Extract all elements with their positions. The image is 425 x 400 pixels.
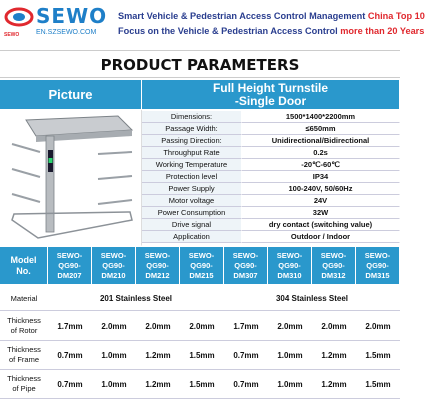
thickness-rotor-value: 2.0mm	[356, 312, 400, 341]
spec-label: Dimensions:	[142, 111, 242, 123]
picture-header: Picture	[0, 80, 142, 110]
model-line: DM212	[145, 270, 170, 280]
spec-value: 100-240V, 50/60Hz	[242, 183, 400, 195]
tagline-2-main: Focus on the Vehicle & Pedestrian Access Control	[118, 26, 341, 36]
model-line: QG90-	[278, 260, 301, 270]
thickness-label-line: Thickness	[7, 345, 41, 354]
model-line: QG90-	[322, 260, 345, 270]
material-304: 304 Stainless Steel	[224, 287, 400, 311]
thickness-pipe-value: 1.0mm	[268, 370, 312, 399]
thickness-pipe-label	[0, 370, 48, 399]
thickness-pipe-value: 0.7mm	[48, 370, 92, 399]
spec-value: 24V	[242, 195, 400, 207]
model-line: SEWO-	[56, 250, 83, 260]
model-line: SEWO-	[320, 250, 347, 260]
thickness-label-line: Thickness	[7, 316, 41, 325]
model-line: QG90-	[58, 260, 81, 270]
thickness-label-line: Thickness	[7, 374, 41, 383]
thickness-rotor-value: 1.7mm	[224, 312, 268, 341]
spec-label: Power Consumption	[142, 207, 242, 219]
thickness-frame-value: 1.0mm	[92, 341, 136, 370]
model-cell	[312, 247, 356, 285]
spec-label: Protection level	[142, 171, 242, 183]
model-line: SEWO-	[188, 250, 215, 260]
model-line: QG90-	[366, 260, 389, 270]
spec-label: Drive signal	[142, 219, 242, 231]
spec-value: dry contact (switching value)	[242, 219, 400, 231]
spec-value: 1500*1400*2200mm	[242, 111, 400, 123]
spec-label: Motor voltage	[142, 195, 242, 207]
model-line: DM207	[57, 270, 82, 280]
model-line: DM312	[321, 270, 346, 280]
model-cell	[48, 247, 92, 285]
tagline-2-highlight: more than 20 Years	[340, 26, 425, 36]
spec-value: 0.2s	[242, 147, 400, 159]
thickness-rotor-value: 2.0mm	[268, 312, 312, 341]
spec-value: Unidirectional/Bidirectional	[242, 135, 400, 147]
thickness-pipe-value: 0.7mm	[224, 370, 268, 399]
thickness-label-line: of Frame	[8, 355, 39, 364]
thickness-frame-value: 1.2mm	[312, 341, 356, 370]
thickness-frame-value: 1.0mm	[268, 341, 312, 370]
model-line: DM215	[189, 270, 214, 280]
model-cell	[224, 247, 268, 285]
thickness-pipe-value: 1.5mm	[180, 370, 224, 399]
thickness-frame-value: 0.7mm	[224, 341, 268, 370]
thickness-pipe-value: 1.2mm	[312, 370, 356, 399]
thickness-frame-label	[0, 341, 48, 370]
brand-url: EN.SZSEWO.COM	[36, 29, 97, 36]
thickness-label-line: of Pipe	[12, 384, 36, 393]
model-line: QG90-	[146, 260, 169, 270]
spec-label: Passage Width:	[142, 123, 242, 135]
spec-label: Working Temperature	[142, 159, 242, 171]
thickness-frame-value: 1.5mm	[356, 341, 400, 370]
model-cell	[92, 247, 136, 285]
turnstile-image	[6, 114, 136, 242]
model-line: QG90-	[190, 260, 213, 270]
thickness-pipe-value: 1.5mm	[356, 370, 400, 399]
model-cell	[268, 247, 312, 285]
thickness-pipe-value: 1.2mm	[136, 370, 180, 399]
model-line: SEWO-	[232, 250, 259, 260]
thickness-rotor-value: 2.0mm	[180, 312, 224, 341]
thickness-frame-value: 0.7mm	[48, 341, 92, 370]
model-line: DM307	[233, 270, 258, 280]
material-201: 201 Stainless Steel	[48, 287, 224, 311]
spec-label: Application	[142, 231, 242, 243]
tagline-1	[118, 11, 425, 21]
thickness-rotor-value: 1.7mm	[48, 312, 92, 341]
spec-label: Throughput Rate	[142, 147, 242, 159]
spec-value: Outdoor / Indoor	[242, 231, 400, 243]
model-line: DM310	[277, 270, 302, 280]
spec-value: IP34	[242, 171, 400, 183]
brand-name: SEWO	[36, 4, 108, 28]
model-line: QG90-	[234, 260, 257, 270]
material-label: Material	[0, 287, 48, 311]
thickness-pipe-value: 1.0mm	[92, 370, 136, 399]
product-name-line-1: Full Height Turnstile	[212, 80, 329, 95]
model-line: SEWO-	[364, 250, 391, 260]
product-name-line-2: -Single Door	[234, 93, 307, 108]
model-label-line-1: Model	[10, 254, 37, 265]
model-cell	[180, 247, 224, 285]
thickness-frame-value: 1.5mm	[180, 341, 224, 370]
spec-value: -20℃-60℃	[242, 159, 400, 171]
spec-label: Power Supply	[142, 183, 242, 195]
model-cell	[136, 247, 180, 285]
thickness-rotor-value: 2.0mm	[312, 312, 356, 341]
thickness-frame-value: 1.2mm	[136, 341, 180, 370]
logo-swirl-icon	[4, 6, 34, 28]
model-line: DM315	[365, 270, 390, 280]
tagline-2	[118, 26, 424, 36]
spec-value: 32W	[242, 207, 400, 219]
product-name-header	[142, 80, 400, 110]
brand-tag: SEWO	[4, 32, 20, 38]
thickness-rotor-value: 2.0mm	[92, 312, 136, 341]
model-label	[0, 247, 48, 285]
brand-logo	[4, 4, 122, 42]
spec-label: Passing Direction:	[142, 135, 242, 147]
model-cell	[356, 247, 400, 285]
tagline-1-main: Smart Vehicle & Pedestrian Access Control Management	[118, 11, 368, 21]
tagline-1-highlight: China Top 10	[367, 11, 425, 21]
model-line: SEWO-	[144, 250, 171, 260]
thickness-rotor-value: 2.0mm	[136, 312, 180, 341]
page-header	[0, 0, 425, 46]
page-title: PRODUCT PARAMETERS	[0, 50, 400, 78]
model-label-line-2: No.	[16, 265, 31, 276]
model-line: QG90-	[102, 260, 125, 270]
model-line: SEWO-	[100, 250, 127, 260]
model-line: DM210	[101, 270, 126, 280]
model-line: SEWO-	[276, 250, 303, 260]
thickness-rotor-label	[0, 312, 48, 341]
thickness-label-line: of Rotor	[10, 326, 38, 335]
spec-value: ≤650mm	[242, 123, 400, 135]
